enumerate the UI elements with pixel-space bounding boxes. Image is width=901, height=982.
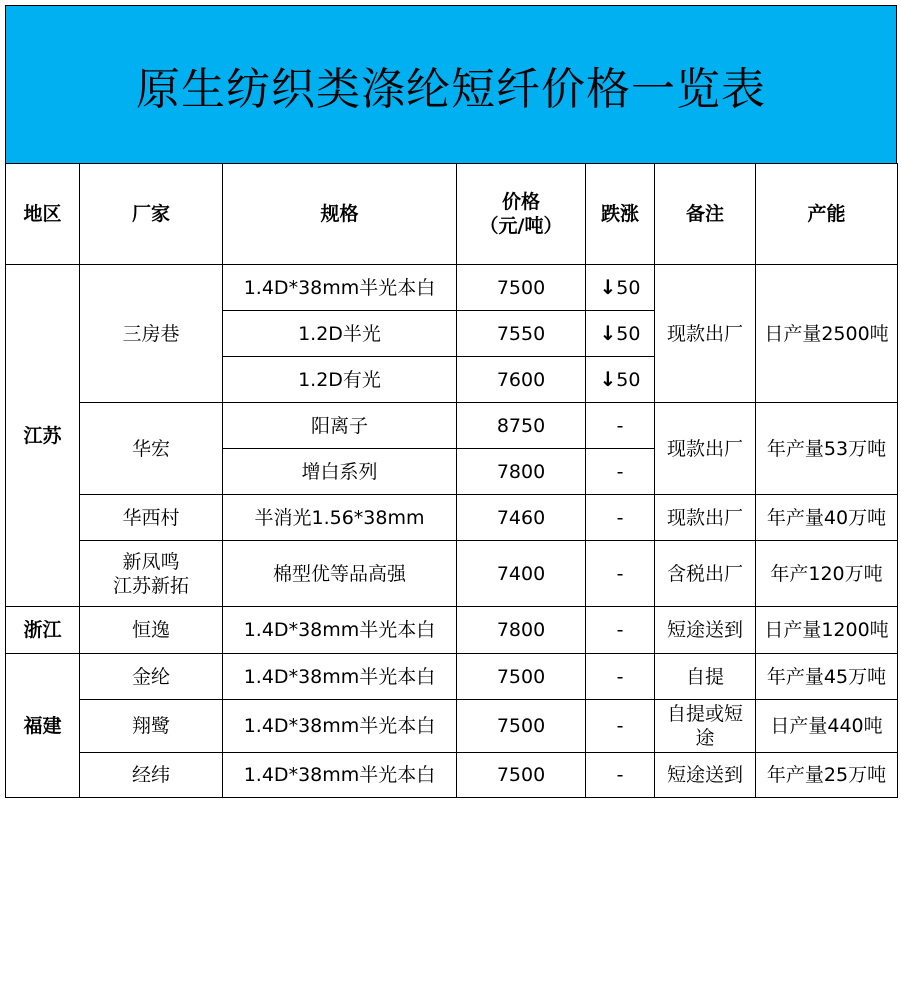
note-cell: 现款出厂 xyxy=(655,495,756,541)
table-row xyxy=(6,265,898,311)
capacity-cell: 日产量1200吨 xyxy=(756,607,898,654)
spec-cell: 1.4D*38mm半光本白 xyxy=(223,700,457,753)
header-price-line2: （元/吨） xyxy=(479,215,563,237)
header-maker: 厂家 xyxy=(80,164,223,265)
change-value: 50 xyxy=(616,277,641,299)
change-cell: - xyxy=(586,753,655,798)
maker-cell: 三房巷 xyxy=(80,265,223,403)
maker-cell: 恒逸 xyxy=(80,607,223,654)
price-sheet xyxy=(5,5,898,798)
spec-cell: 1.4D*38mm半光本白 xyxy=(223,753,457,798)
header-capacity: 产能 xyxy=(756,164,898,265)
table-row xyxy=(6,541,898,607)
note-cell: 现款出厂 xyxy=(655,403,756,495)
spec-cell: 1.2D半光 xyxy=(223,311,457,357)
note-cell: 自提或短途 xyxy=(655,700,756,753)
table-row xyxy=(6,654,898,700)
table-row xyxy=(6,495,898,541)
spec-cell: 阳离子 xyxy=(223,403,457,449)
region-cell: 浙江 xyxy=(6,607,80,654)
change-cell: - xyxy=(586,541,655,607)
note-cell: 短途送到 xyxy=(655,607,756,654)
maker-cell: 华宏 xyxy=(80,403,223,495)
spec-cell: 半消光1.56*38mm xyxy=(223,495,457,541)
note-cell: 现款出厂 xyxy=(655,265,756,403)
spec-cell: 1.4D*38mm半光本白 xyxy=(223,654,457,700)
price-table xyxy=(5,163,898,798)
capacity-cell: 日产量440吨 xyxy=(756,700,898,753)
down-arrow-icon: ↓ xyxy=(599,321,617,345)
header-region: 地区 xyxy=(6,164,80,265)
header-row xyxy=(6,164,898,265)
price-cell: 7800 xyxy=(457,607,586,654)
spec-cell: 1.4D*38mm半光本白 xyxy=(223,607,457,654)
maker-cell: 华西村 xyxy=(80,495,223,541)
header-note: 备注 xyxy=(655,164,756,265)
header-spec: 规格 xyxy=(223,164,457,265)
maker-cell: 金纶 xyxy=(80,654,223,700)
price-cell: 8750 xyxy=(457,403,586,449)
region-cell: 福建 xyxy=(6,654,80,798)
capacity-cell: 年产量40万吨 xyxy=(756,495,898,541)
maker-line1: 新凤鸣 xyxy=(122,550,180,573)
change-cell xyxy=(586,265,655,311)
sheet-title: 原生纺织类涤纶短纤价格一览表 xyxy=(136,63,766,115)
change-cell: - xyxy=(586,654,655,700)
header-price-line1: 价格 xyxy=(501,191,540,213)
header-price xyxy=(457,164,586,265)
note-cell: 含税出厂 xyxy=(655,541,756,607)
table-row xyxy=(6,753,898,798)
maker-cell xyxy=(80,541,223,607)
price-cell: 7600 xyxy=(457,357,586,403)
price-cell: 7550 xyxy=(457,311,586,357)
table-row xyxy=(6,700,898,753)
change-cell: - xyxy=(586,700,655,753)
price-cell: 7800 xyxy=(457,449,586,495)
price-cell: 7500 xyxy=(457,654,586,700)
spec-cell: 增白系列 xyxy=(223,449,457,495)
maker-cell: 翔鹭 xyxy=(80,700,223,753)
change-cell: - xyxy=(586,495,655,541)
maker-line2: 江苏新拓 xyxy=(112,574,189,597)
header-change: 跌涨 xyxy=(586,164,655,265)
change-cell: - xyxy=(586,607,655,654)
capacity-cell: 年产量25万吨 xyxy=(756,753,898,798)
note-cell: 自提 xyxy=(655,654,756,700)
note-cell: 短途送到 xyxy=(655,753,756,798)
down-arrow-icon: ↓ xyxy=(599,367,617,391)
region-cell: 江苏 xyxy=(6,265,80,607)
capacity-cell: 日产量2500吨 xyxy=(756,265,898,403)
down-arrow-icon: ↓ xyxy=(599,275,617,299)
change-value: 50 xyxy=(616,369,641,391)
price-cell: 7400 xyxy=(457,541,586,607)
price-cell: 7500 xyxy=(457,265,586,311)
change-cell xyxy=(586,357,655,403)
price-cell: 7500 xyxy=(457,700,586,753)
capacity-cell: 年产120万吨 xyxy=(756,541,898,607)
table-row xyxy=(6,403,898,449)
price-cell: 7500 xyxy=(457,753,586,798)
capacity-cell: 年产量45万吨 xyxy=(756,654,898,700)
change-cell: - xyxy=(586,449,655,495)
change-cell xyxy=(586,311,655,357)
change-value: 50 xyxy=(616,323,641,345)
title-banner xyxy=(5,5,897,163)
spec-cell: 棉型优等品高强 xyxy=(223,541,457,607)
maker-cell: 经纬 xyxy=(80,753,223,798)
change-cell: - xyxy=(586,403,655,449)
table-row xyxy=(6,607,898,654)
price-cell: 7460 xyxy=(457,495,586,541)
capacity-cell: 年产量53万吨 xyxy=(756,403,898,495)
spec-cell: 1.2D有光 xyxy=(223,357,457,403)
spec-cell: 1.4D*38mm半光本白 xyxy=(223,265,457,311)
